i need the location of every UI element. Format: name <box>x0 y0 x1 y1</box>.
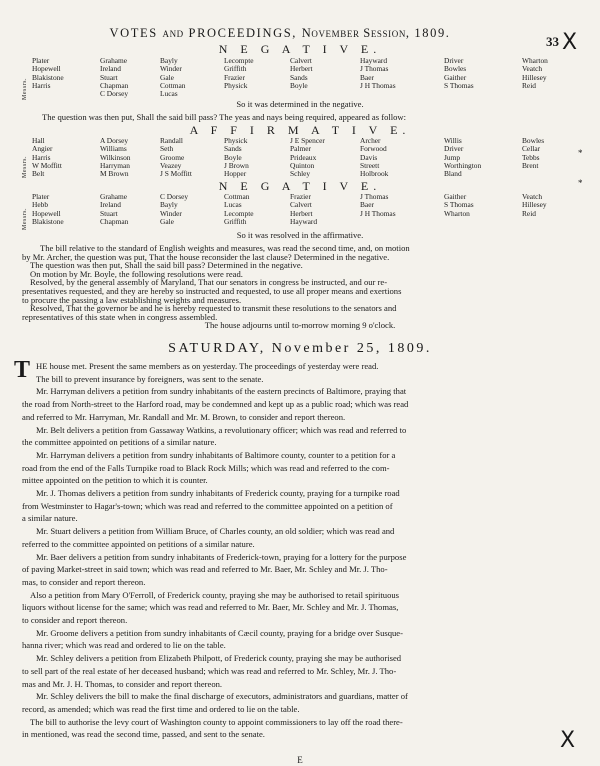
member-name: Physick <box>224 136 248 145</box>
text-line: the committee appointed on petitions of a similar nature. <box>22 437 217 448</box>
page-number: 33 <box>546 34 559 49</box>
member-name: Willis <box>444 136 462 145</box>
name-column <box>100 57 128 98</box>
member-name: Hebb <box>32 200 49 210</box>
member-name: Plater <box>32 56 50 65</box>
member-name: Cellar <box>522 144 541 154</box>
member-name: Bayly <box>160 56 178 65</box>
drop-cap: T <box>14 357 31 383</box>
member-name: Physick <box>224 80 248 90</box>
text-line: Mr. Schley delivers the bill to make the final discharge of executors, administrators and guardians, matter of <box>36 691 408 702</box>
member-name: Gale <box>160 216 174 226</box>
member-name: Sands <box>224 144 242 154</box>
member-name: Hillesey <box>522 72 547 82</box>
name-column <box>160 57 185 98</box>
member-name: Lecompte <box>224 56 254 65</box>
member-name: Archer <box>360 136 381 145</box>
text-line: to procure the passing a law establishing weights and measures. <box>22 294 242 305</box>
member-name: Boyle <box>224 152 242 162</box>
name-column <box>360 137 388 178</box>
signature-mark: E <box>297 755 303 765</box>
member-name: Grahame <box>100 56 128 65</box>
text-line: the road from North-street to the Harford road, may be condemned and kept up as a public road; which was read <box>22 399 409 410</box>
resolved-affirmative: So it was resolved in the affirmative. <box>236 230 364 240</box>
member-name: Winder <box>160 208 182 218</box>
member-name: Streett <box>360 160 380 170</box>
member-name: Griffith <box>224 216 247 226</box>
text-line: mas, to consider and report thereon. <box>22 576 146 587</box>
name-column <box>160 137 192 178</box>
text-line: The question was then put, Shall the said bill pass? Determined in the negative. <box>30 260 303 271</box>
text-line: mittee appointed on the petition to which it is counter. <box>22 475 208 486</box>
margin-mark-2: * <box>578 178 583 188</box>
name-column <box>100 193 128 226</box>
text-line: Mr. Harryman delivers a petition from sundry inhabitants of Baltimore county, counter to a petition for a <box>36 449 396 460</box>
text-line: to consider and report thereon. <box>22 615 128 625</box>
member-name: Calvert <box>290 56 312 65</box>
affirmative-heading: A F F I R M A T I V E. <box>189 123 411 137</box>
member-name: Lucas <box>160 89 178 99</box>
text-line: Mr. Belt delivers a petition from Gassaway Watkins, a revolutionary officer; which was read and referred to <box>36 424 407 435</box>
text-line: by Mr. Archer, the question was put, That the house reconsider the last clause? Determined in the negative. <box>22 251 390 262</box>
page-header <box>20 26 540 40</box>
name-column <box>444 137 481 178</box>
text-line: Mr. Groome delivers a petition from sundry inhabitants of Cæcil county, praying for a bridge over Susque- <box>36 627 403 638</box>
member-name: Belt <box>32 169 45 179</box>
negative-list-2 <box>32 193 582 229</box>
member-name: Frazier <box>224 72 245 82</box>
member-name: Hopewell <box>32 64 61 74</box>
name-column <box>224 57 254 90</box>
member-name: Gaither <box>444 192 467 201</box>
text-line: in mentioned, was read the second time, passed, and sent to the senate. <box>22 729 265 740</box>
member-name: Prideaux <box>290 152 317 162</box>
member-name: Reid <box>522 208 536 218</box>
member-name: Williams <box>100 144 127 154</box>
member-name: J Thomas <box>360 192 389 201</box>
member-name: Hall <box>32 136 45 145</box>
member-name: Chapman <box>100 216 129 226</box>
saturday-heading: SATURDAY, November 25, 1809. <box>168 341 432 356</box>
member-name: Reid <box>522 80 536 90</box>
member-name: Blakistone <box>32 72 64 82</box>
text-line: Mr. Harryman delivers a petition from sundry inhabitants of the eastern precincts of Baltimore, praying that <box>36 386 407 397</box>
adjourn-line: The house adjourns until to-morrow morning 9 o'clock. <box>204 320 396 330</box>
member-name: Bowles <box>522 136 545 145</box>
member-name: J H Thomas <box>360 80 396 90</box>
member-name: Winder <box>160 64 182 74</box>
negative-list-1 <box>32 57 582 101</box>
text-line: Mr. Baer delivers a petition from sundry inhabitants of Frederick-town, praying for a lottery for the purpose <box>36 551 407 562</box>
question-line: The question was then put, Shall the said bill pass? The yeas and nays being required, appeared as follow: <box>42 112 407 122</box>
member-name: Lucas <box>224 200 242 210</box>
text-line: a similar nature. <box>22 513 78 524</box>
member-name: Plater <box>32 192 50 201</box>
member-name: J S Moffitt <box>160 169 192 179</box>
member-name: Baer <box>360 200 374 210</box>
text-line: road from the end of the Falls Turnpike road to Black Rock Mills; which was read and referred to the com- <box>22 462 390 473</box>
member-name: Cottman <box>160 80 186 90</box>
name-column <box>100 137 131 178</box>
member-name: Sands <box>290 72 308 82</box>
negative-heading-1: N E G A T I V E. <box>218 42 382 56</box>
member-name: Groome <box>160 152 185 162</box>
member-name: Randall <box>160 136 183 145</box>
text-line: record, as amended; which was read the first time and ordered to lie on the table. <box>22 703 300 714</box>
member-name: Angier <box>32 144 53 154</box>
member-name: Bland <box>444 169 462 179</box>
name-column <box>224 137 249 178</box>
member-name: Worthington <box>444 160 482 170</box>
member-name: Bowles <box>444 64 467 74</box>
name-column <box>32 137 62 178</box>
member-name: Harris <box>32 80 51 90</box>
member-name: Veazey <box>160 160 182 170</box>
member-name: Ireland <box>100 200 121 210</box>
member-name: C Dorsey <box>160 192 189 201</box>
member-name: Stuart <box>100 208 118 218</box>
header-year: 1809. <box>414 26 451 40</box>
text-line: representatives of this state when in congress assembled. <box>22 311 218 322</box>
text-line: liquors without license for the same; which was read and referred to Mr. Baer, Mr. Schley and Mr. J. Thomas, <box>22 602 399 613</box>
member-name: Herbert <box>290 208 313 218</box>
negative-side-label-2: Messrs. <box>22 207 28 230</box>
text-line: and referred to Mr. Harryman, Mr. Randall and Mr. M. Brown, to consider and report thereon. <box>22 411 346 422</box>
member-name: Griffith <box>224 64 247 74</box>
text-line: On motion by Mr. Boyle, the following resolutions were read. <box>30 268 243 279</box>
affirmative-list <box>32 137 582 181</box>
header-title-votes: VOTES <box>109 26 158 40</box>
text-line: to sell part of the real estate of her deceased husband; which was read and referred to Mr. Schley, Mr. J. Tho- <box>22 665 397 676</box>
member-name: Chapman <box>100 80 129 90</box>
text-line: of paving Market-street in said town; which was read and referred to Mr. Baer, Mr. Schley and Mr. J. Tho- <box>22 564 388 575</box>
text-line: The bill to prevent insurance by foreigners, was sent to the senate. <box>36 373 264 384</box>
member-name: Veatch <box>522 64 543 74</box>
member-name: Bayly <box>160 200 178 210</box>
member-name: Driver <box>444 56 464 65</box>
member-name: Harryman <box>100 160 130 170</box>
name-column <box>444 193 474 218</box>
header-title-proceedings: PROCEEDINGS, <box>188 26 297 40</box>
member-name: Calvert <box>290 200 312 210</box>
member-name: Wharton <box>522 56 548 65</box>
negative-determined-1: So it was determined in the negative. <box>236 99 364 109</box>
member-name: J Thomas <box>360 64 389 74</box>
text-line: mas and Mr. J. H. Thomas, to consider and report thereon. <box>22 678 223 689</box>
name-column <box>522 57 548 90</box>
negative-heading-2: N E G A T I V E. <box>218 179 382 193</box>
name-column <box>224 193 254 226</box>
member-name: J E Spencer <box>290 136 325 145</box>
name-column <box>32 57 64 90</box>
member-name: Wilkinson <box>100 152 131 162</box>
text-line: Mr. J. Thomas delivers a petition from sundry inhabitants of Frederick county, praying for a turnpike road <box>36 488 400 498</box>
member-name: Tebbs <box>522 152 540 162</box>
member-name: Davis <box>360 152 378 162</box>
member-name: Jump <box>444 152 461 162</box>
member-name: W Moffitt <box>32 160 62 170</box>
header-session: November Session, <box>301 26 410 40</box>
member-name: Schley <box>290 169 311 179</box>
member-name: M Brown <box>100 169 129 179</box>
name-column <box>290 57 313 90</box>
member-name: Driver <box>444 144 464 154</box>
text-line: The bill to authorise the levy court of Washington county to appoint commissioners to lay off the road there- <box>30 716 403 727</box>
negative-side-label-1: Messrs. <box>22 77 28 100</box>
member-name: Hillesey <box>522 200 547 210</box>
text-line: The bill relative to the standard of English weights and measures, was read the second time, and, on motion <box>40 243 410 253</box>
member-name: Brent <box>522 160 539 170</box>
member-name: Hayward <box>290 216 318 226</box>
member-name: Holbrook <box>360 169 389 179</box>
member-name: Cottman <box>224 192 250 201</box>
text-line: HE house met. Present the same members as on yesterday. The proceedings of yesterday were read. <box>36 361 379 371</box>
margin-x-mark-top: X <box>562 30 578 55</box>
affirmative-side-label: Messrs. <box>22 155 28 178</box>
member-name: Seth <box>160 144 174 154</box>
text-line: Resolved, That the governor be and he is hereby requested to transmit these resolutions to the senators and <box>30 303 397 314</box>
member-name: S Thomas <box>444 80 474 90</box>
member-name: J Brown <box>224 160 249 170</box>
member-name: Quinton <box>290 160 315 170</box>
text-line: Resolved, by the general assembly of Maryland, That our senators in congress be instructed, and our re- <box>30 277 388 288</box>
member-name: Forwood <box>360 144 387 154</box>
name-column <box>290 193 317 226</box>
member-name: C Dorsey <box>100 89 129 99</box>
name-column <box>522 193 547 218</box>
margin-mark-1: * <box>578 148 583 158</box>
text-line: hanna river; which was read and ordered to lie on the table. <box>22 640 226 651</box>
member-name: Wharton <box>444 208 470 218</box>
name-column <box>522 137 544 170</box>
member-name: Herbert <box>290 64 313 74</box>
member-name: Gale <box>160 72 174 82</box>
text-line: Mr. Stuart delivers a petition from William Bruce, of Charles county, an old soldier; which was read and <box>36 526 395 537</box>
name-column <box>360 57 396 90</box>
member-name: Blakistone <box>32 216 64 226</box>
member-name: J H Thomas <box>360 208 396 218</box>
member-name: Harris <box>32 152 51 162</box>
member-name: Ireland <box>100 64 121 74</box>
margin-x-mark-bottom: X <box>560 728 576 753</box>
name-column <box>290 137 325 178</box>
member-name: Gaither <box>444 72 467 82</box>
name-column <box>444 57 474 90</box>
member-name: Frazier <box>290 192 311 201</box>
text-line: Mr. Schley delivers a petition from Elizabeth Philpott, of Frederick county, praying she may be authorised <box>36 653 402 664</box>
member-name: Grahame <box>100 192 128 201</box>
member-name: Baer <box>360 72 374 82</box>
name-column <box>32 193 64 226</box>
text-line: Also a petition from Mary O'Ferroll, of Frederick county, praying she may be authorised to retail spirituous <box>30 589 400 600</box>
member-name: Hopewell <box>32 208 61 218</box>
name-column <box>160 193 188 226</box>
name-column <box>360 193 396 218</box>
text-line: presentatives requested, and they are hereby so instructed and requested, to use all proper means and exertions <box>22 286 402 296</box>
text-line: referred to the committee appointed on petitions of a similar nature. <box>22 538 255 549</box>
member-name: S Thomas <box>444 200 474 210</box>
text-line: from Westminster to Hagar's-town; which was read and referred to the committee appointed on a petition of <box>22 500 393 511</box>
header-title-and: and <box>162 26 184 40</box>
member-name: Boyle <box>290 80 308 90</box>
member-name: A Dorsey <box>100 136 129 145</box>
member-name: Stuart <box>100 72 118 82</box>
member-name: Hopper <box>224 169 247 179</box>
member-name: Lecompte <box>224 208 254 218</box>
member-name: Veatch <box>522 192 543 201</box>
member-name: Palmer <box>290 144 311 154</box>
member-name: Hayward <box>360 56 388 65</box>
